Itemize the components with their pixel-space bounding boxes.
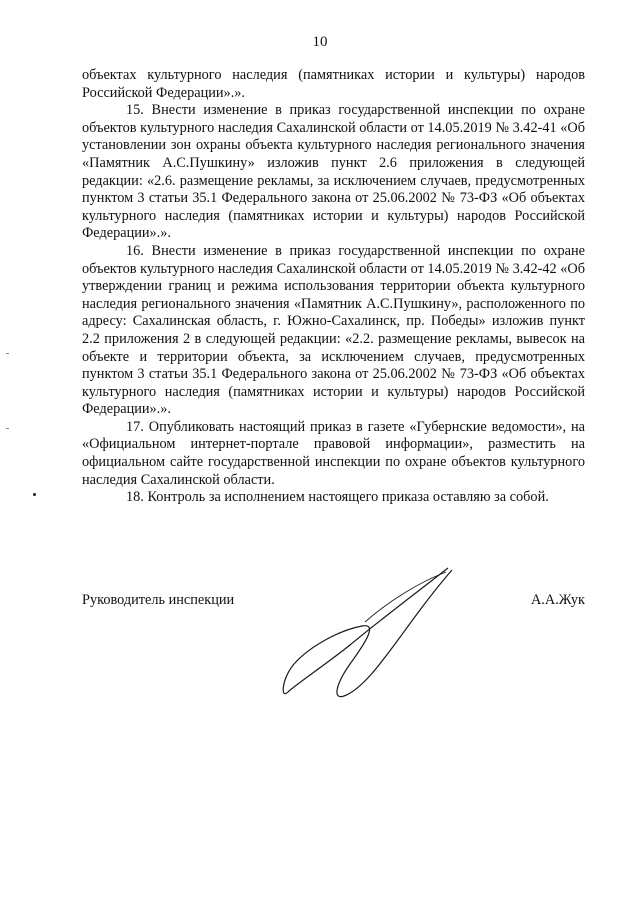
margin-mark: [6, 428, 9, 429]
signer-title: Руководитель инспекции: [82, 592, 235, 608]
paragraph-18: 18. Контроль за исполнением настоящего приказа оставляю за собой.: [126, 489, 549, 506]
paragraph-17: 17. Опубликовать настоящий приказ в газете «Губернские ведомости», на «Официальном интернет-портале правовой информации», разместить на официальном сайте государственной инспекции по охране объектов культурного наследия Сахалинской области.: [82, 418, 585, 488]
page-number: 10: [312, 34, 328, 50]
paragraph-15: 15. Внести изменение в приказ государственной инспекции по охране объектов культурного наследия Сахалинской области от 14.05.2019 № 3.42-41 «Об установлении зон охраны объекта культурного наследия регионального значения «Памятник А.С.Пушкину» изложив пункт 2.6 приложения в следующей редакции: «2.6. размещение рекламы, за исключением случаев, предусмотренных пунктом 3 статьи 35.1 Федерального закона от 25.06.2002 № 73-ФЗ «Об объектах культурного наследия (памятниках истории и культуры) народов Российской Федерации».».: [82, 102, 585, 242]
margin-dot: [33, 493, 36, 496]
signer-name: А.А.Жук: [530, 592, 585, 608]
handwritten-signature: [270, 560, 460, 710]
paragraph-16: 16. Внести изменение в приказ государственной инспекции по охране объектов культурного наследия Сахалинской области от 14.05.2019 № 3.42-42 «Об утверждении границ и режима использования территории объекта культурного наследия регионального значения «Памятник А.С.Пушкину», расположенного по адресу: Сахалинская область, г. Южно-Сахалинск, пр. Победы» изложив пункт 2.2 приложения 2 в следующей редакции: «2.2. размещение рекламы, вывесок на объекте и территории объекта, за исключением случаев, предусмотренных пунктом 3 статьи 35.1 Федерального закона от 25.06.2002 № 73-ФЗ «Об объектах культурного наследия (памятниках истории и культуры) народов Российской Федерации».».: [82, 242, 585, 418]
paragraph-continuation: объектах культурного наследия (памятниках истории и культуры) народов Российской Федерации».».: [82, 67, 585, 101]
margin-mark: [6, 353, 9, 354]
document-body: [82, 67, 585, 507]
